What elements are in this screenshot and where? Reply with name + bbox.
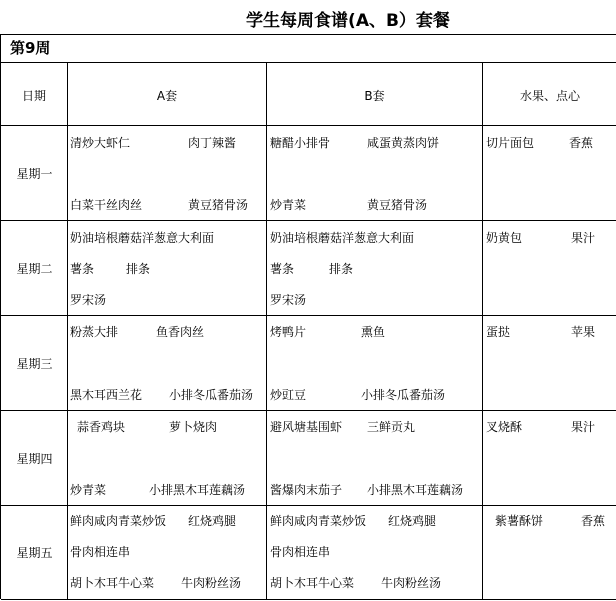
grid-line bbox=[482, 63, 483, 600]
header-fruit-snack: 水果、点心 bbox=[519, 89, 580, 103]
menu-table bbox=[0, 34, 616, 599]
dish-b: 烤鸭片 bbox=[270, 325, 307, 339]
header-set-b: B套 bbox=[364, 89, 385, 103]
dish-b: 三鲜贡丸 bbox=[367, 420, 416, 434]
dish-b: 避风塘基围虾 bbox=[270, 420, 343, 434]
dish-a: 萝卜烧肉 bbox=[169, 420, 218, 434]
dish-a: 炒青菜 bbox=[70, 483, 107, 497]
soup-a: 小排黑木耳莲藕汤 bbox=[149, 483, 246, 497]
soup-b: 小排冬瓜番茄汤 bbox=[361, 388, 446, 402]
day-label: 星期四 bbox=[16, 452, 53, 466]
fruit: 果汁 bbox=[571, 231, 596, 245]
dish-b: 排条 bbox=[329, 262, 354, 276]
fruit: 香蕉 bbox=[581, 514, 606, 528]
grid-line bbox=[1, 410, 616, 411]
soup-b: 小排黑木耳莲藕汤 bbox=[367, 483, 464, 497]
week-label: 第9周 bbox=[1, 35, 616, 63]
dish-a: 鱼香肉丝 bbox=[156, 325, 205, 339]
grid-line bbox=[266, 63, 267, 600]
dish-a: 肉丁辣酱 bbox=[188, 136, 237, 150]
dish-b: 鲜肉咸肉青菜炒饭 bbox=[270, 514, 367, 528]
snack: 奶黄包 bbox=[486, 231, 523, 245]
day-label: 星期二 bbox=[16, 262, 53, 276]
dish-a: 粉蒸大排 bbox=[70, 325, 119, 339]
grid-line bbox=[1, 505, 616, 506]
soup-a: 牛肉粉丝汤 bbox=[181, 576, 242, 590]
header-set-a: A套 bbox=[156, 89, 178, 103]
dish-a: 胡卜木耳牛心菜 bbox=[70, 576, 155, 590]
dish-b: 糖醋小排骨 bbox=[270, 136, 331, 150]
soup-b: 牛肉粉丝汤 bbox=[381, 576, 442, 590]
fruit: 苹果 bbox=[571, 325, 596, 339]
dish-a: 骨肉相连串 bbox=[70, 545, 131, 559]
day-label: 星期三 bbox=[16, 357, 53, 371]
soup-a: 小排冬瓜番茄汤 bbox=[169, 388, 254, 402]
grid-line bbox=[1, 220, 616, 221]
dish-b: 奶油培根蘑菇洋葱意大利面 bbox=[270, 231, 415, 245]
dish-a: 奶油培根蘑菇洋葱意大利面 bbox=[70, 231, 215, 245]
snack: 叉烧酥 bbox=[486, 420, 523, 434]
day-label: 星期五 bbox=[16, 546, 53, 560]
snack: 蛋挞 bbox=[486, 325, 511, 339]
dish-a: 薯条 bbox=[70, 262, 95, 276]
grid-line bbox=[1, 315, 616, 316]
dish-b: 炒青菜 bbox=[270, 198, 307, 212]
fruit: 果汁 bbox=[571, 420, 596, 434]
snack: 紫薯酥饼 bbox=[495, 514, 544, 528]
snack: 切片面包 bbox=[486, 136, 535, 150]
dish-a: 白菜干丝肉丝 bbox=[70, 198, 143, 212]
dish-a: 清炒大虾仁 bbox=[70, 136, 131, 150]
grid-line bbox=[1, 125, 616, 126]
dish-a: 排条 bbox=[126, 262, 151, 276]
fruit: 香蕉 bbox=[569, 136, 594, 150]
day-label: 星期一 bbox=[16, 167, 53, 181]
dish-a: 红烧鸡腿 bbox=[188, 514, 237, 528]
dish-a: 黑木耳西兰花 bbox=[70, 388, 143, 402]
dish-b: 骨肉相连串 bbox=[270, 545, 331, 559]
soup-a: 罗宋汤 bbox=[70, 293, 107, 307]
soup-b: 黄豆猪骨汤 bbox=[367, 198, 428, 212]
grid-line bbox=[1, 599, 616, 600]
dish-b: 酱爆肉末茄子 bbox=[270, 483, 343, 497]
dish-b: 红烧鸡腿 bbox=[388, 514, 437, 528]
soup-a: 黄豆猪骨汤 bbox=[188, 198, 249, 212]
dish-b: 胡卜木耳牛心菜 bbox=[270, 576, 355, 590]
dish-b: 熏鱼 bbox=[361, 325, 386, 339]
dish-a: 鲜肉咸肉青菜炒饭 bbox=[70, 514, 167, 528]
header-day: 日期 bbox=[21, 89, 46, 103]
dish-a: 蒜香鸡块 bbox=[77, 420, 126, 434]
dish-b: 炒豇豆 bbox=[270, 388, 307, 402]
dish-b: 咸蛋黄蒸肉饼 bbox=[367, 136, 440, 150]
soup-b: 罗宋汤 bbox=[270, 293, 307, 307]
grid-line bbox=[67, 63, 68, 600]
dish-b: 薯条 bbox=[270, 262, 295, 276]
page-title: 学生每周食谱(A、B）套餐 bbox=[246, 11, 450, 31]
